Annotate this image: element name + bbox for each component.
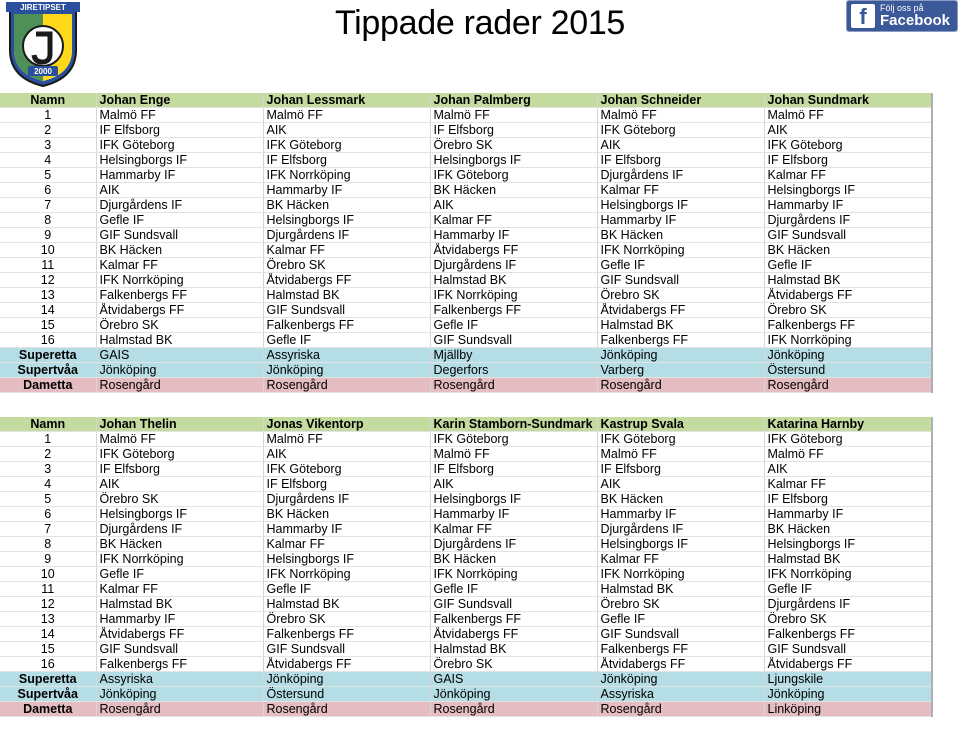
team-pick-cell: Hammarby IF xyxy=(430,507,597,522)
team-pick-cell: Örebro SK xyxy=(430,657,597,672)
table-row xyxy=(0,288,932,303)
row-label: 14 xyxy=(0,303,96,318)
table-row xyxy=(0,318,932,333)
table-row xyxy=(0,243,932,258)
team-pick-cell: Hammarby IF xyxy=(263,183,430,198)
team-pick-cell: Åtvidabergs FF xyxy=(430,627,597,642)
team-pick-cell: IF Elfsborg xyxy=(597,153,764,168)
team-pick-cell: Jönköping xyxy=(597,672,764,687)
team-pick-cell: Falkenbergs FF xyxy=(263,318,430,333)
team-pick-cell: IFK Norrköping xyxy=(597,567,764,582)
column-header-namn: Namn xyxy=(0,93,96,108)
row-label: 14 xyxy=(0,627,96,642)
row-label: 2 xyxy=(0,123,96,138)
team-pick-cell: BK Häcken xyxy=(597,492,764,507)
row-label: Dametta xyxy=(0,378,96,393)
participant-name: Johan Palmberg xyxy=(430,93,597,108)
team-pick-cell: Örebro SK xyxy=(764,612,932,627)
row-label: 8 xyxy=(0,213,96,228)
row-label: 6 xyxy=(0,507,96,522)
team-pick-cell: Halmstad BK xyxy=(430,642,597,657)
team-pick-cell: Örebro SK xyxy=(597,597,764,612)
team-pick-cell: Malmö FF xyxy=(764,108,932,123)
table-row xyxy=(0,258,932,273)
team-pick-cell: AIK xyxy=(263,123,430,138)
team-pick-cell: Mjällby xyxy=(430,348,597,363)
team-pick-cell: GIF Sundsvall xyxy=(263,642,430,657)
facebook-follow-button[interactable] xyxy=(846,0,958,32)
team-pick-cell: Jönköping xyxy=(430,687,597,702)
team-pick-cell: IF Elfsborg xyxy=(96,462,263,477)
row-label: Superetta xyxy=(0,348,96,363)
team-pick-cell: Assyriska xyxy=(96,672,263,687)
team-pick-cell: Halmstad BK xyxy=(96,333,263,348)
logo-text: JIRETIPSET xyxy=(20,3,66,12)
team-pick-cell: Hammarby IF xyxy=(430,228,597,243)
team-pick-cell: Falkenbergs FF xyxy=(430,303,597,318)
team-pick-cell: Gefle IF xyxy=(764,258,932,273)
team-pick-cell: Helsingborgs IF xyxy=(430,492,597,507)
header-row xyxy=(0,417,932,432)
team-pick-cell: IF Elfsborg xyxy=(263,153,430,168)
team-pick-cell: IFK Göteborg xyxy=(263,462,430,477)
team-pick-cell: Halmstad BK xyxy=(96,597,263,612)
team-pick-cell: IF Elfsborg xyxy=(430,123,597,138)
team-pick-cell: IFK Norrköping xyxy=(263,168,430,183)
team-pick-cell: IF Elfsborg xyxy=(764,153,932,168)
team-pick-cell: Malmö FF xyxy=(96,108,263,123)
team-pick-cell: Örebro SK xyxy=(96,318,263,333)
team-pick-cell: BK Häcken xyxy=(764,243,932,258)
team-pick-cell: Halmstad BK xyxy=(597,582,764,597)
team-pick-cell: Helsingborgs IF xyxy=(764,537,932,552)
team-pick-cell: Djurgårdens IF xyxy=(263,492,430,507)
team-pick-cell: Ljungskile xyxy=(764,672,932,687)
table-row xyxy=(0,687,932,702)
team-pick-cell: Kalmar FF xyxy=(430,522,597,537)
team-pick-cell: IF Elfsborg xyxy=(764,492,932,507)
table-row xyxy=(0,432,932,447)
team-pick-cell: Åtvidabergs FF xyxy=(263,657,430,672)
team-pick-cell: Malmö FF xyxy=(263,432,430,447)
team-pick-cell: BK Häcken xyxy=(597,228,764,243)
team-pick-cell: Halmstad BK xyxy=(263,597,430,612)
team-pick-cell: Malmö FF xyxy=(263,108,430,123)
team-pick-cell: Gefle IF xyxy=(764,582,932,597)
header-row xyxy=(0,93,932,108)
row-label: 7 xyxy=(0,522,96,537)
facebook-label: Facebook xyxy=(880,12,951,29)
row-label: 1 xyxy=(0,432,96,447)
team-pick-cell: Gefle IF xyxy=(430,582,597,597)
team-pick-cell: IFK Göteborg xyxy=(430,168,597,183)
team-pick-cell: Rosengård xyxy=(430,378,597,393)
team-pick-cell: Kalmar FF xyxy=(96,258,263,273)
row-label: 9 xyxy=(0,228,96,243)
team-pick-cell: Kalmar FF xyxy=(96,582,263,597)
team-pick-cell: BK Häcken xyxy=(96,243,263,258)
team-pick-cell: AIK xyxy=(764,123,932,138)
predictions-table-1 xyxy=(0,93,933,393)
team-pick-cell: Jönköping xyxy=(764,348,932,363)
participant-name: Katarina Harnby xyxy=(764,417,932,432)
team-pick-cell: Djurgårdens IF xyxy=(597,168,764,183)
team-pick-cell: BK Häcken xyxy=(263,198,430,213)
team-pick-cell: IFK Göteborg xyxy=(597,432,764,447)
table-row xyxy=(0,582,932,597)
team-pick-cell: Falkenbergs FF xyxy=(96,288,263,303)
row-label: Superetta xyxy=(0,672,96,687)
row-label: 8 xyxy=(0,537,96,552)
team-pick-cell: Rosengård xyxy=(96,702,263,717)
team-pick-cell: Rosengård xyxy=(764,378,932,393)
team-pick-cell: Assyriska xyxy=(597,687,764,702)
team-pick-cell: Varberg xyxy=(597,363,764,378)
team-pick-cell: Kalmar FF xyxy=(597,183,764,198)
row-label: Dametta xyxy=(0,702,96,717)
team-pick-cell: AIK xyxy=(430,198,597,213)
team-pick-cell: Kalmar FF xyxy=(764,168,932,183)
team-pick-cell: Helsingborgs IF xyxy=(96,153,263,168)
team-pick-cell: IFK Göteborg xyxy=(764,432,932,447)
team-pick-cell: IFK Göteborg xyxy=(597,123,764,138)
team-pick-cell: Gefle IF xyxy=(96,213,263,228)
participant-name: Johan Sundmark xyxy=(764,93,932,108)
team-pick-cell: Helsingborgs IF xyxy=(597,198,764,213)
table-row xyxy=(0,333,932,348)
participant-name: Johan Enge xyxy=(96,93,263,108)
logo-year: 2000 xyxy=(34,67,52,76)
team-pick-cell: AIK xyxy=(597,138,764,153)
team-pick-cell: Åtvidabergs FF xyxy=(96,627,263,642)
team-pick-cell: GIF Sundsvall xyxy=(764,642,932,657)
team-pick-cell: Östersund xyxy=(764,363,932,378)
team-pick-cell: Kalmar FF xyxy=(764,477,932,492)
team-pick-cell: Halmstad BK xyxy=(430,273,597,288)
team-pick-cell: Halmstad BK xyxy=(764,273,932,288)
row-label: 15 xyxy=(0,642,96,657)
team-pick-cell: AIK xyxy=(96,477,263,492)
team-pick-cell: Örebro SK xyxy=(96,492,263,507)
team-pick-cell: Jönköping xyxy=(263,363,430,378)
team-pick-cell: Jönköping xyxy=(96,363,263,378)
table-row xyxy=(0,348,932,363)
team-pick-cell: IFK Göteborg xyxy=(764,138,932,153)
team-pick-cell: AIK xyxy=(430,477,597,492)
team-pick-cell: IFK Norrköping xyxy=(597,243,764,258)
team-pick-cell: Gefle IF xyxy=(263,582,430,597)
team-pick-cell: GIF Sundsvall xyxy=(96,642,263,657)
team-pick-cell: IF Elfsborg xyxy=(96,123,263,138)
table-row xyxy=(0,567,932,582)
team-pick-cell: Jönköping xyxy=(764,687,932,702)
participant-name: Karin Stamborn-Sundmark xyxy=(430,417,597,432)
team-pick-cell: Halmstad BK xyxy=(764,552,932,567)
team-pick-cell: GAIS xyxy=(430,672,597,687)
predictions-table-2 xyxy=(0,417,933,717)
team-pick-cell: Hammarby IF xyxy=(263,522,430,537)
team-pick-cell: Örebro SK xyxy=(597,288,764,303)
team-pick-cell: IFK Norrköping xyxy=(764,333,932,348)
team-pick-cell: Rosengård xyxy=(597,378,764,393)
team-pick-cell: Jönköping xyxy=(263,672,430,687)
participant-name: Jonas Vikentorp xyxy=(263,417,430,432)
team-pick-cell: AIK xyxy=(263,447,430,462)
row-label: 10 xyxy=(0,567,96,582)
team-pick-cell: Åtvidabergs FF xyxy=(764,288,932,303)
team-pick-cell: Rosengård xyxy=(96,378,263,393)
table-row xyxy=(0,642,932,657)
table-row xyxy=(0,183,932,198)
row-label: 16 xyxy=(0,333,96,348)
table-row xyxy=(0,612,932,627)
team-pick-cell: GIF Sundsvall xyxy=(597,627,764,642)
table-row xyxy=(0,138,932,153)
team-pick-cell: Malmö FF xyxy=(597,447,764,462)
team-pick-cell: Djurgårdens IF xyxy=(764,213,932,228)
row-label: 2 xyxy=(0,447,96,462)
column-header-namn: Namn xyxy=(0,417,96,432)
table-row xyxy=(0,552,932,567)
table-row xyxy=(0,477,932,492)
team-pick-cell: IFK Norrköping xyxy=(96,552,263,567)
team-pick-cell: Åtvidabergs FF xyxy=(764,657,932,672)
team-pick-cell: Rosengård xyxy=(263,378,430,393)
table-row xyxy=(0,702,932,717)
team-pick-cell: Falkenbergs FF xyxy=(597,642,764,657)
table-row xyxy=(0,228,932,243)
team-pick-cell: Falkenbergs FF xyxy=(430,612,597,627)
row-label: 15 xyxy=(0,318,96,333)
team-pick-cell: GIF Sundsvall xyxy=(96,228,263,243)
team-pick-cell: Helsingborgs IF xyxy=(430,153,597,168)
team-pick-cell: IFK Norrköping xyxy=(430,288,597,303)
team-pick-cell: IFK Göteborg xyxy=(96,138,263,153)
row-label: 5 xyxy=(0,168,96,183)
row-label: 3 xyxy=(0,462,96,477)
participant-name: Johan Schneider xyxy=(597,93,764,108)
team-pick-cell: Åtvidabergs FF xyxy=(430,243,597,258)
team-pick-cell: Hammarby IF xyxy=(764,198,932,213)
team-pick-cell: Örebro SK xyxy=(764,303,932,318)
team-pick-cell: Kalmar FF xyxy=(597,552,764,567)
team-pick-cell: BK Häcken xyxy=(430,552,597,567)
row-label: Supertvåa xyxy=(0,687,96,702)
team-pick-cell: Hammarby IF xyxy=(96,168,263,183)
team-pick-cell: GIF Sundsvall xyxy=(263,303,430,318)
team-pick-cell: AIK xyxy=(597,477,764,492)
team-pick-cell: Gefle IF xyxy=(430,318,597,333)
team-pick-cell: IFK Göteborg xyxy=(263,138,430,153)
table-row xyxy=(0,522,932,537)
page-title: Tippade rader 2015 xyxy=(334,4,626,42)
team-pick-cell: Hammarby IF xyxy=(597,213,764,228)
team-pick-cell: GIF Sundsvall xyxy=(597,273,764,288)
team-pick-cell: Djurgårdens IF xyxy=(263,228,430,243)
team-pick-cell: IFK Norrköping xyxy=(96,273,263,288)
row-label: 4 xyxy=(0,477,96,492)
team-pick-cell: Linköping xyxy=(764,702,932,717)
table-row xyxy=(0,153,932,168)
team-pick-cell: BK Häcken xyxy=(764,522,932,537)
team-pick-cell: Djurgårdens IF xyxy=(597,522,764,537)
participant-name: Johan Lessmark xyxy=(263,93,430,108)
team-pick-cell: Falkenbergs FF xyxy=(764,318,932,333)
table-row xyxy=(0,168,932,183)
row-label: 9 xyxy=(0,552,96,567)
team-pick-cell: GIF Sundsvall xyxy=(764,228,932,243)
table-row xyxy=(0,627,932,642)
row-label: 12 xyxy=(0,597,96,612)
team-pick-cell: Halmstad BK xyxy=(263,288,430,303)
team-pick-cell: IFK Göteborg xyxy=(96,447,263,462)
team-pick-cell: Åtvidabergs FF xyxy=(597,303,764,318)
team-pick-cell: Gefle IF xyxy=(597,612,764,627)
team-pick-cell: Malmö FF xyxy=(597,108,764,123)
row-label: 10 xyxy=(0,243,96,258)
table-row xyxy=(0,447,932,462)
team-pick-cell: Helsingborgs IF xyxy=(96,507,263,522)
team-pick-cell: Malmö FF xyxy=(430,108,597,123)
team-pick-cell: Degerfors xyxy=(430,363,597,378)
table-row xyxy=(0,657,932,672)
row-label: 6 xyxy=(0,183,96,198)
participant-name: Johan Thelin xyxy=(96,417,263,432)
table-row xyxy=(0,108,932,123)
team-pick-cell: IFK Norrköping xyxy=(764,567,932,582)
team-pick-cell: Falkenbergs FF xyxy=(764,627,932,642)
row-label: 1 xyxy=(0,108,96,123)
table-row xyxy=(0,363,932,378)
facebook-f-icon: f xyxy=(851,4,875,28)
team-pick-cell: Hammarby IF xyxy=(597,507,764,522)
team-pick-cell: IF Elfsborg xyxy=(597,462,764,477)
team-pick-cell: BK Häcken xyxy=(263,507,430,522)
team-pick-cell: Malmö FF xyxy=(96,432,263,447)
team-pick-cell: BK Häcken xyxy=(96,537,263,552)
row-label: 11 xyxy=(0,258,96,273)
team-pick-cell: Malmö FF xyxy=(430,447,597,462)
team-pick-cell: Rosengård xyxy=(597,702,764,717)
team-pick-cell: AIK xyxy=(764,462,932,477)
row-label: 4 xyxy=(0,153,96,168)
row-label: 7 xyxy=(0,198,96,213)
team-pick-cell: Helsingborgs IF xyxy=(597,537,764,552)
team-pick-cell: Kalmar FF xyxy=(263,537,430,552)
team-pick-cell: Djurgårdens IF xyxy=(764,597,932,612)
team-pick-cell: Örebro SK xyxy=(430,138,597,153)
row-label: 13 xyxy=(0,288,96,303)
table-row xyxy=(0,597,932,612)
row-label: 11 xyxy=(0,582,96,597)
table-row xyxy=(0,492,932,507)
table-row xyxy=(0,213,932,228)
team-pick-cell: Djurgårdens IF xyxy=(430,537,597,552)
team-pick-cell: Helsingborgs IF xyxy=(263,213,430,228)
row-label: 3 xyxy=(0,138,96,153)
team-pick-cell: Djurgårdens IF xyxy=(96,522,263,537)
team-pick-cell: IFK Norrköping xyxy=(263,567,430,582)
team-pick-cell: BK Häcken xyxy=(430,183,597,198)
table-row xyxy=(0,198,932,213)
team-pick-cell: Kalmar FF xyxy=(430,213,597,228)
team-pick-cell: Hammarby IF xyxy=(764,507,932,522)
team-pick-cell: Rosengård xyxy=(263,702,430,717)
team-pick-cell: Hammarby IF xyxy=(96,612,263,627)
participant-name: Kastrup Svala xyxy=(597,417,764,432)
team-pick-cell: GIF Sundsvall xyxy=(430,597,597,612)
team-pick-cell: Halmstad BK xyxy=(597,318,764,333)
team-pick-cell: Jönköping xyxy=(597,348,764,363)
team-pick-cell: IF Elfsborg xyxy=(263,477,430,492)
table-row xyxy=(0,123,932,138)
row-label: 16 xyxy=(0,657,96,672)
table-row xyxy=(0,507,932,522)
table-row xyxy=(0,273,932,288)
row-label: 13 xyxy=(0,612,96,627)
team-pick-cell: Djurgårdens IF xyxy=(430,258,597,273)
team-pick-cell: Malmö FF xyxy=(764,447,932,462)
team-pick-cell: Rosengård xyxy=(430,702,597,717)
team-pick-cell: Kalmar FF xyxy=(263,243,430,258)
team-pick-cell: GAIS xyxy=(96,348,263,363)
team-pick-cell: IFK Norrköping xyxy=(430,567,597,582)
team-pick-cell: Helsingborgs IF xyxy=(263,552,430,567)
team-pick-cell: IFK Göteborg xyxy=(430,432,597,447)
team-pick-cell: IF Elfsborg xyxy=(430,462,597,477)
team-pick-cell: Assyriska xyxy=(263,348,430,363)
team-pick-cell: AIK xyxy=(96,183,263,198)
team-pick-cell: Åtvidabergs FF xyxy=(96,303,263,318)
team-pick-cell: Falkenbergs FF xyxy=(263,627,430,642)
team-pick-cell: Helsingborgs IF xyxy=(764,183,932,198)
row-label: 12 xyxy=(0,273,96,288)
row-label: Supertvåa xyxy=(0,363,96,378)
table-row xyxy=(0,378,932,393)
team-pick-cell: Örebro SK xyxy=(263,612,430,627)
team-pick-cell: GIF Sundsvall xyxy=(430,333,597,348)
team-pick-cell: Örebro SK xyxy=(263,258,430,273)
team-pick-cell: Åtvidabergs FF xyxy=(597,657,764,672)
row-label: 5 xyxy=(0,492,96,507)
team-pick-cell: Gefle IF xyxy=(263,333,430,348)
team-pick-cell: Åtvidabergs FF xyxy=(263,273,430,288)
team-pick-cell: Falkenbergs FF xyxy=(96,657,263,672)
table-row xyxy=(0,462,932,477)
facebook-follow-label: Följ oss på xyxy=(880,3,924,13)
team-pick-cell: Jönköping xyxy=(96,687,263,702)
table-row xyxy=(0,537,932,552)
team-pick-cell: Östersund xyxy=(263,687,430,702)
team-pick-cell: Djurgårdens IF xyxy=(96,198,263,213)
table-row xyxy=(0,303,932,318)
table-row xyxy=(0,672,932,687)
team-pick-cell: Gefle IF xyxy=(597,258,764,273)
team-pick-cell: Gefle IF xyxy=(96,567,263,582)
team-pick-cell: Falkenbergs FF xyxy=(597,333,764,348)
